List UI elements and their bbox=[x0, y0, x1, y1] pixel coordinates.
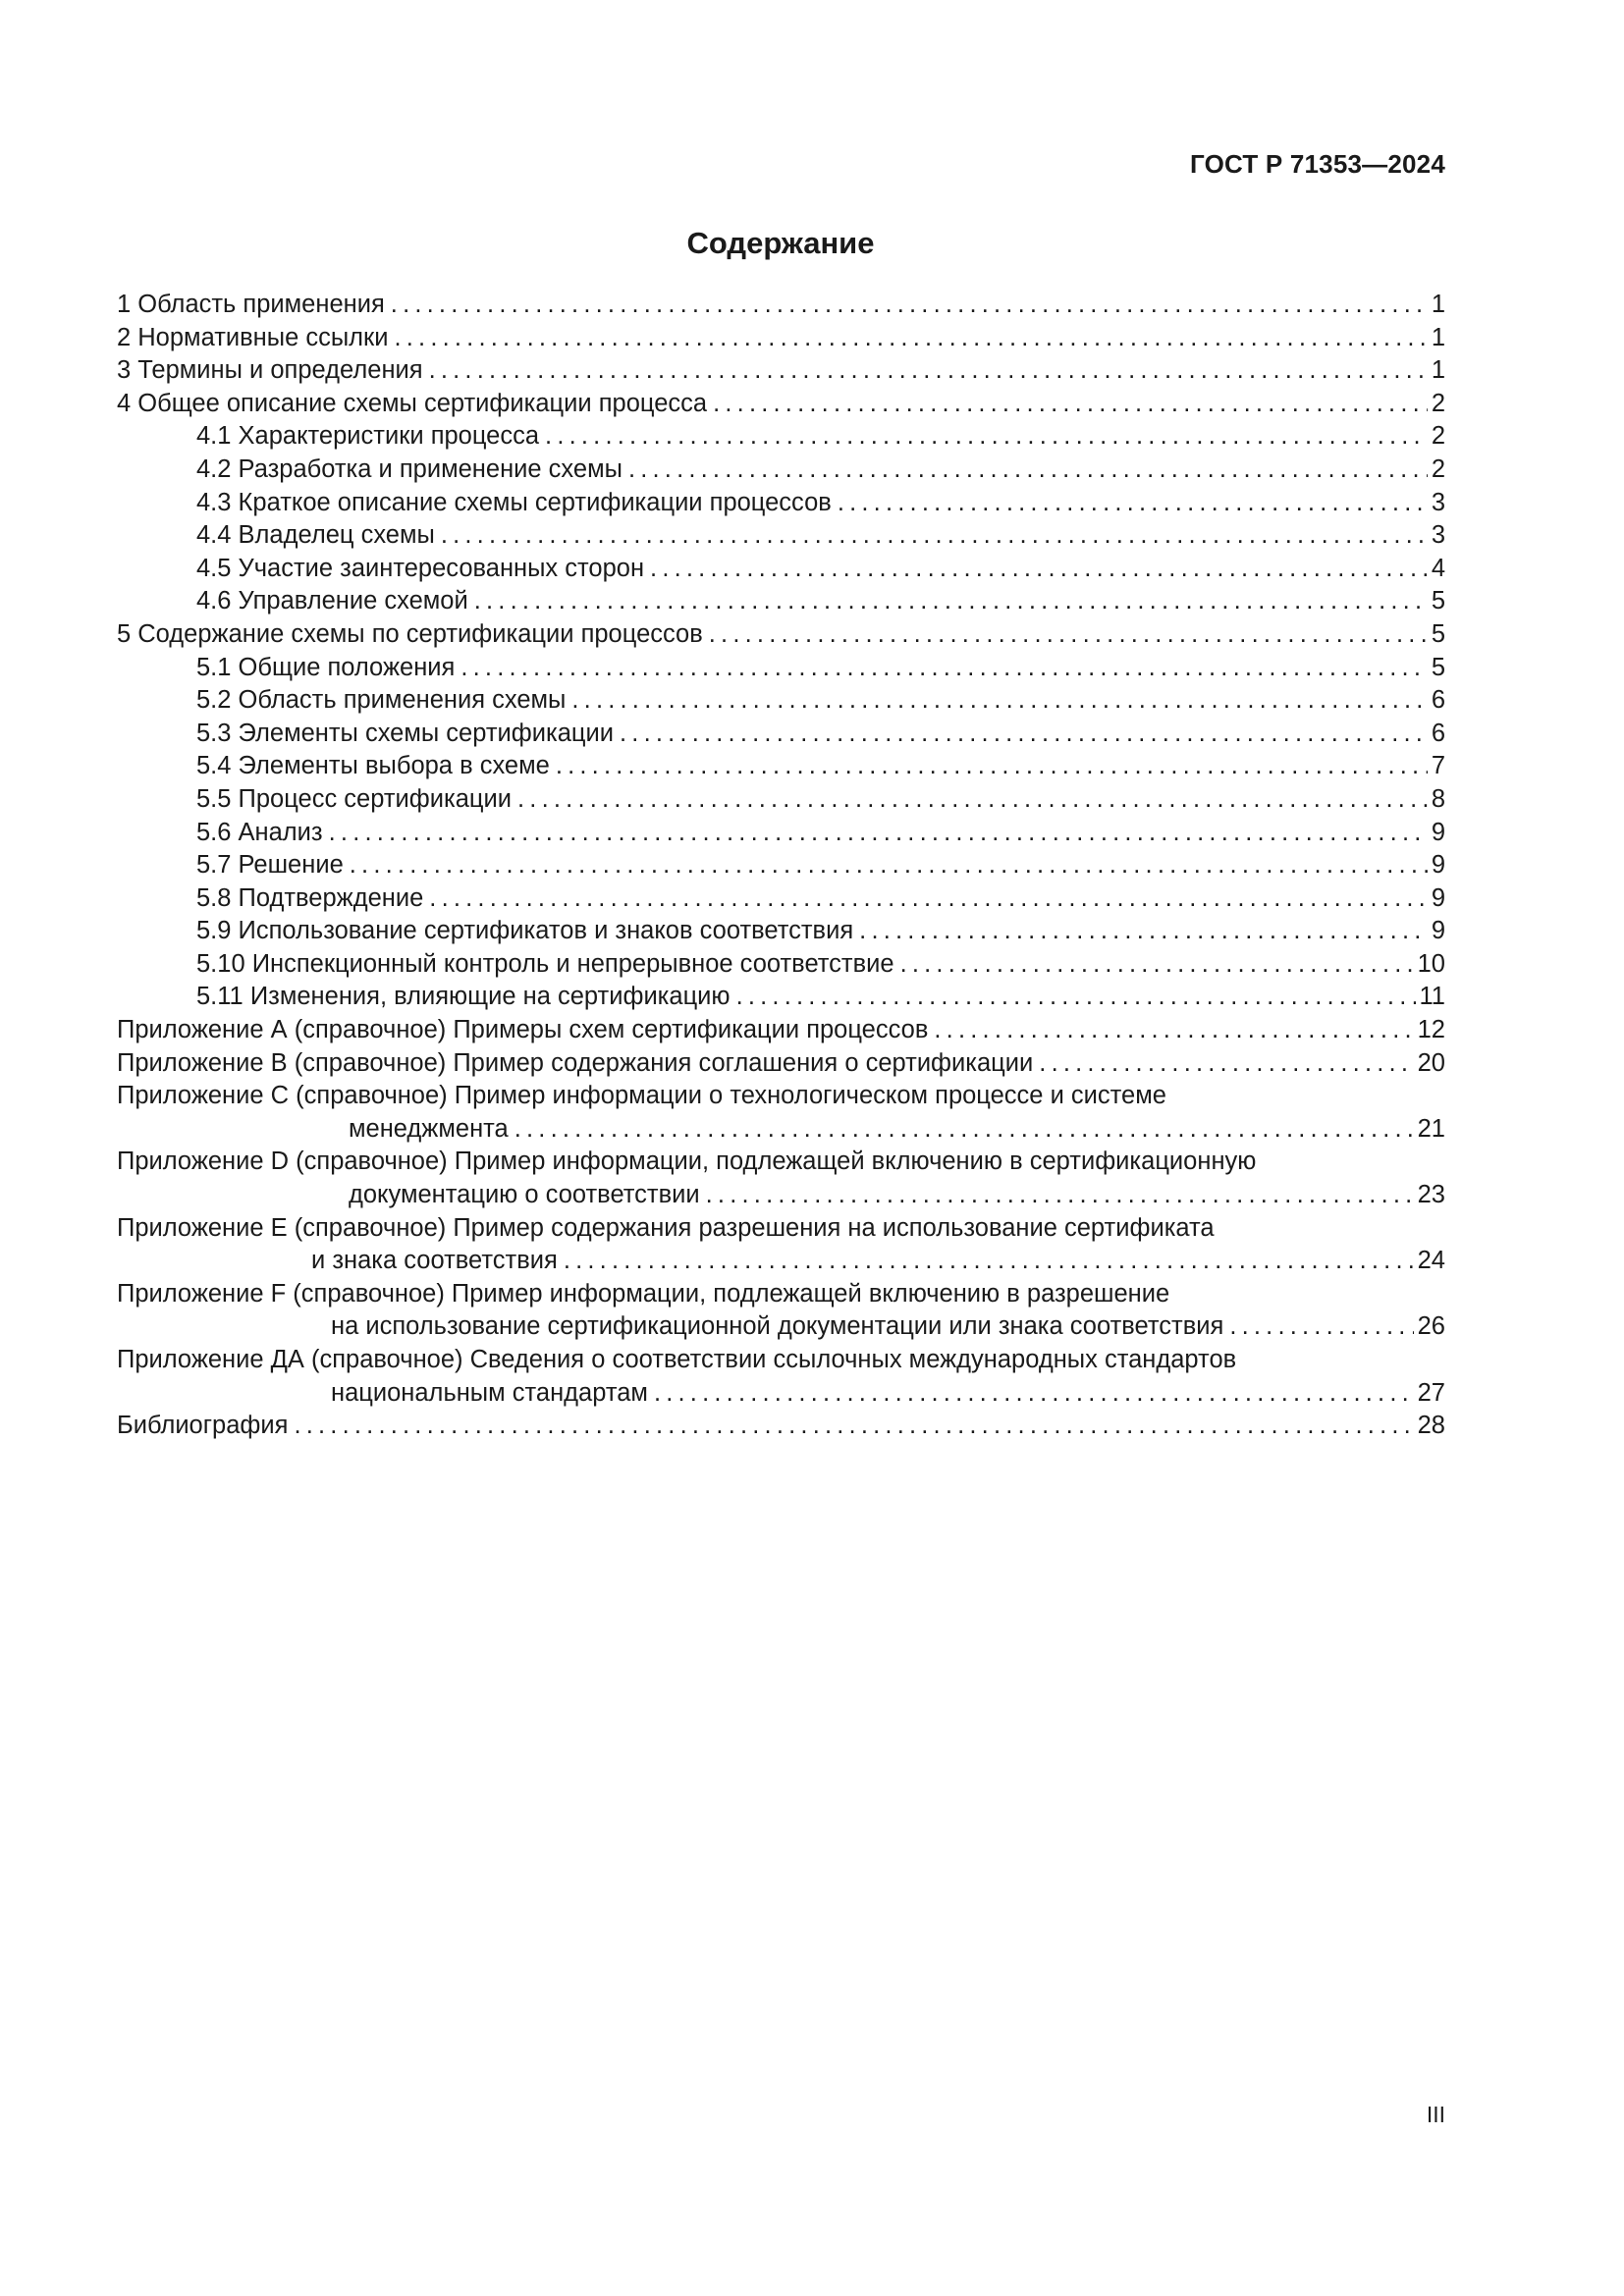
toc-entry-label-cont: и знака соответствия bbox=[311, 1247, 558, 1275]
toc-entry-page: 3 bbox=[1431, 488, 1445, 516]
toc-entry-page: 4 bbox=[1431, 554, 1445, 582]
toc-entry-continuation[interactable] bbox=[117, 1377, 1445, 1411]
toc-entry-label: Приложение В (справочное) Пример содержания соглашения о сертификации bbox=[117, 1048, 1034, 1077]
toc-entry[interactable] bbox=[117, 817, 1445, 850]
toc-entry-label-cont: национальным стандартам bbox=[331, 1378, 648, 1407]
toc-entry-label: 4.5 Участие заинтересованных сторон bbox=[196, 554, 645, 582]
toc-entry-label: 5.2 Область применения схемы bbox=[196, 686, 567, 715]
toc-entry-page: 28 bbox=[1417, 1412, 1445, 1440]
toc-entry-label: 5.4 Элементы выбора в схеме bbox=[196, 752, 550, 780]
toc-entry-label: 4 Общее описание схемы сертификации процесса bbox=[117, 389, 708, 417]
toc-entry-label-cont: менеджмента bbox=[349, 1114, 509, 1143]
toc-entry-page: 9 bbox=[1431, 917, 1445, 945]
toc-entry-label: Приложение А (справочное) Примеры схем сертификации процессов bbox=[117, 1016, 929, 1044]
toc-entry-label: Приложение С (справочное) Пример информации о технологическом процессе и системе bbox=[117, 1082, 1166, 1110]
toc-entry-page: 7 bbox=[1431, 752, 1445, 780]
toc-entry-page: 24 bbox=[1417, 1247, 1445, 1275]
toc-entry-label: 1 Область применения bbox=[117, 291, 385, 318]
toc-entry-continuation[interactable] bbox=[117, 1245, 1445, 1278]
toc-entry-page: 6 bbox=[1431, 686, 1445, 715]
toc-entry[interactable] bbox=[117, 1014, 1445, 1047]
toc-entry[interactable] bbox=[117, 322, 1445, 355]
toc-entry[interactable] bbox=[117, 849, 1445, 882]
toc-entry-page: 9 bbox=[1431, 883, 1445, 912]
toc-entry-label: 4.2 Разработка и применение схемы bbox=[196, 454, 623, 483]
toc-entry-page: 26 bbox=[1417, 1312, 1445, 1341]
toc-entry-page: 6 bbox=[1431, 719, 1445, 747]
toc-entry-label: Приложение Е (справочное) Пример содержания разрешения на использование сертификата bbox=[117, 1213, 1215, 1242]
toc-entry-page: 5 bbox=[1431, 619, 1445, 648]
toc-entry-page: 23 bbox=[1417, 1181, 1445, 1209]
toc-entry-page: 9 bbox=[1431, 851, 1445, 880]
toc-entry-label: 5.5 Процесс сертификации bbox=[196, 784, 513, 813]
toc-entry[interactable] bbox=[117, 519, 1445, 553]
toc-entry-page: 1 bbox=[1431, 356, 1445, 385]
toc-entry[interactable] bbox=[117, 454, 1445, 487]
toc-entry-page: 2 bbox=[1431, 422, 1445, 451]
toc-entry-label: 5.3 Элементы схемы сертификации bbox=[196, 719, 614, 747]
toc-entry-first-line[interactable] bbox=[117, 1212, 1445, 1246]
document-code: ГОСТ Р 71353—2024 bbox=[1190, 149, 1445, 179]
table-of-contents bbox=[117, 289, 1445, 1443]
toc-entry-label: 2 Нормативные ссылки bbox=[117, 323, 389, 351]
toc-entry-label: 4.6 Управление схемой bbox=[196, 587, 468, 615]
toc-entry-label: 5.11 Изменения, влияющие на сертификацию bbox=[196, 983, 731, 1011]
toc-entry-label: 4.4 Владелец схемы bbox=[196, 521, 435, 550]
toc-entry[interactable] bbox=[117, 585, 1445, 618]
toc-entry-page: 27 bbox=[1417, 1378, 1445, 1407]
page-number: III bbox=[1426, 2102, 1445, 2127]
toc-entry-label: 5.1 Общие положения bbox=[196, 653, 456, 681]
toc-entry-page: 1 bbox=[1431, 323, 1445, 351]
toc-entry-page: 20 bbox=[1417, 1048, 1445, 1077]
toc-entry-page: 3 bbox=[1431, 521, 1445, 550]
toc-entry[interactable] bbox=[117, 882, 1445, 916]
toc-entry-page: 11 bbox=[1419, 983, 1445, 1011]
toc-entry-label: Приложение D (справочное) Пример информации, подлежащей включению в сертификационную bbox=[117, 1148, 1257, 1176]
toc-entry-label: Библиография bbox=[117, 1412, 289, 1440]
toc-entry-page: 5 bbox=[1431, 587, 1445, 615]
toc-entry-label: 5 Содержание схемы по сертификации процессов bbox=[117, 619, 703, 648]
toc-entry-first-line[interactable] bbox=[117, 1146, 1445, 1179]
toc-entry-label: Приложение F (справочное) Пример информации, подлежащей включению в разрешение bbox=[117, 1279, 1170, 1308]
toc-entry[interactable] bbox=[117, 618, 1445, 652]
toc-entry[interactable] bbox=[117, 652, 1445, 685]
toc-entry-page: 21 bbox=[1417, 1114, 1445, 1143]
toc-entry[interactable] bbox=[117, 684, 1445, 718]
toc-entry-page: 9 bbox=[1431, 818, 1445, 846]
toc-entry-page: 2 bbox=[1431, 454, 1445, 483]
toc-entry[interactable] bbox=[117, 487, 1445, 520]
toc-entry[interactable] bbox=[117, 915, 1445, 948]
toc-entry-first-line[interactable] bbox=[117, 1278, 1445, 1311]
toc-entry-page: 2 bbox=[1431, 389, 1445, 417]
toc-entry-label: Приложение ДА (справочное) Сведения о соответствии ссылочных международных стандартов bbox=[117, 1346, 1237, 1373]
toc-entry-page: 8 bbox=[1431, 784, 1445, 813]
toc-entry[interactable] bbox=[117, 289, 1445, 322]
toc-entry[interactable] bbox=[117, 388, 1445, 421]
toc-entry[interactable] bbox=[117, 948, 1445, 982]
toc-entry[interactable] bbox=[117, 750, 1445, 783]
toc-entry-page: 5 bbox=[1431, 653, 1445, 681]
toc-entry-label: 5.9 Использование сертификатов и знаков соответствия bbox=[196, 917, 854, 945]
toc-entry-label: 5.10 Инспекционный контроль и непрерывное соответствие bbox=[196, 949, 894, 978]
toc-entry-label: 3 Термины и определения bbox=[117, 356, 423, 385]
toc-entry-first-line[interactable] bbox=[117, 1344, 1445, 1377]
toc-entry[interactable] bbox=[117, 420, 1445, 454]
toc-entry-label-cont: на использование сертификационной документации или знака соответствия bbox=[331, 1312, 1224, 1341]
toc-entry-label: 5.6 Анализ bbox=[196, 818, 323, 846]
toc-entry-label: 5.7 Решение bbox=[196, 851, 344, 880]
toc-entry[interactable] bbox=[117, 553, 1445, 586]
toc-entry-label: 4.1 Характеристики процесса bbox=[196, 422, 540, 451]
toc-entry-page: 1 bbox=[1431, 291, 1445, 318]
toc-entry[interactable] bbox=[117, 354, 1445, 388]
toc-entry-continuation[interactable] bbox=[117, 1179, 1445, 1212]
toc-entry[interactable] bbox=[117, 718, 1445, 751]
toc-entry-continuation[interactable] bbox=[117, 1310, 1445, 1344]
toc-entry[interactable] bbox=[117, 783, 1445, 817]
toc-entry-label: 5.8 Подтверждение bbox=[196, 883, 424, 912]
toc-entry-label-cont: документацию о соответствии bbox=[349, 1181, 700, 1209]
toc-entry[interactable] bbox=[117, 981, 1445, 1014]
toc-entry-page: 10 bbox=[1417, 949, 1445, 978]
toc-entry[interactable] bbox=[117, 1047, 1445, 1081]
toc-entry-label: 4.3 Краткое описание схемы сертификации процессов bbox=[196, 488, 832, 516]
toc-entry-page: 12 bbox=[1417, 1016, 1445, 1044]
toc-title: Содержание bbox=[686, 226, 875, 260]
toc-entry-continuation[interactable] bbox=[117, 1113, 1445, 1147]
toc-entry[interactable] bbox=[117, 1410, 1445, 1443]
toc-entry-first-line[interactable] bbox=[117, 1080, 1445, 1113]
